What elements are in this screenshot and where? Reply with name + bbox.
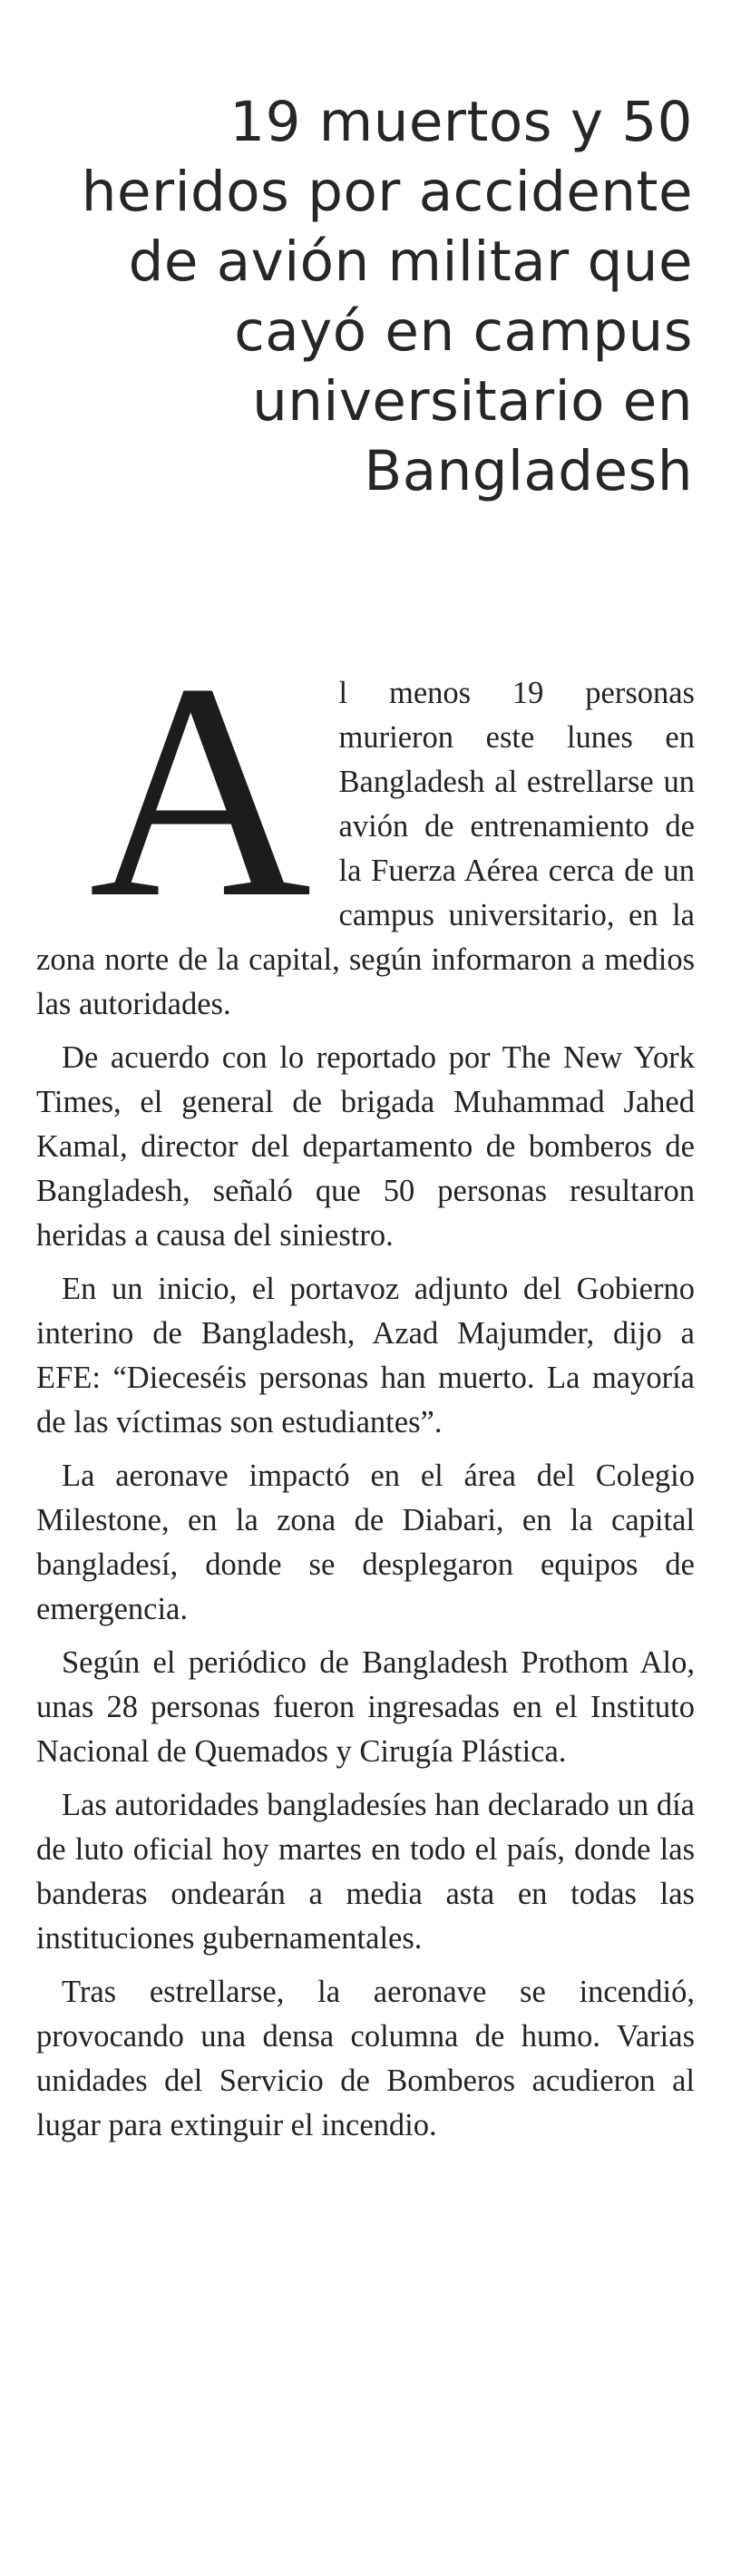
body-paragraph: Según el periódico de Bangladesh Prothom Alo, unas 28 personas fueron ingresadas en el Instituto Nacional de Quemados y Cirugía Plástica. bbox=[36, 1645, 695, 1769]
body-paragraph: La aeronave impactó en el área del Colegio Milestone, en la zona de Diabari, en la capital bangladesí, donde se desplegaron equipos de emergencia. bbox=[36, 1459, 695, 1626]
drop-cap: A bbox=[89, 620, 312, 961]
lead-paragraph bbox=[36, 620, 695, 1027]
body-paragraph: Tras estrellarse, la aeronave se incendió, provocando una densa columna de humo. Varias unidades del Servicio de Bomberos acudieron al lugar para extinguir el incendio. bbox=[36, 1975, 695, 2142]
body-paragraph: En un inicio, el portavoz adjunto del Gobierno interino de Bangladesh, Azad Majumder, dijo a EFE: “Dieceséis personas han muerto. La mayoría de las víctimas son estudiantes”. bbox=[36, 1272, 695, 1439]
article-headline: 19 muertos y 50 heridos por accidente de avión militar que cayó en campus universitario en Bangladesh bbox=[81, 90, 693, 503]
lead-paragraph-text: l menos 19 personas murieron este lunes en Bangladesh al estrellarse un avión de entrenamiento de la Fuerza Aérea cerca de un campus universitario, en la zona norte de la capital, según informaron a medios las autoridades. bbox=[36, 676, 695, 1021]
body-paragraph: Las autoridades bangladesíes han declarado un día de luto oficial hoy martes en todo el país, donde las banderas ondearán a media asta en todas las instituciones gubernamentales. bbox=[36, 1788, 695, 1956]
article-body bbox=[36, 620, 695, 2157]
body-paragraph: De acuerdo con lo reportado por The New York Times, el general de brigada Muhammad Jahed Kamal, director del departamento de bomberos de Bangladesh, señaló que 50 personas resultaron heridas a causa del siniestro. bbox=[36, 1040, 695, 1253]
